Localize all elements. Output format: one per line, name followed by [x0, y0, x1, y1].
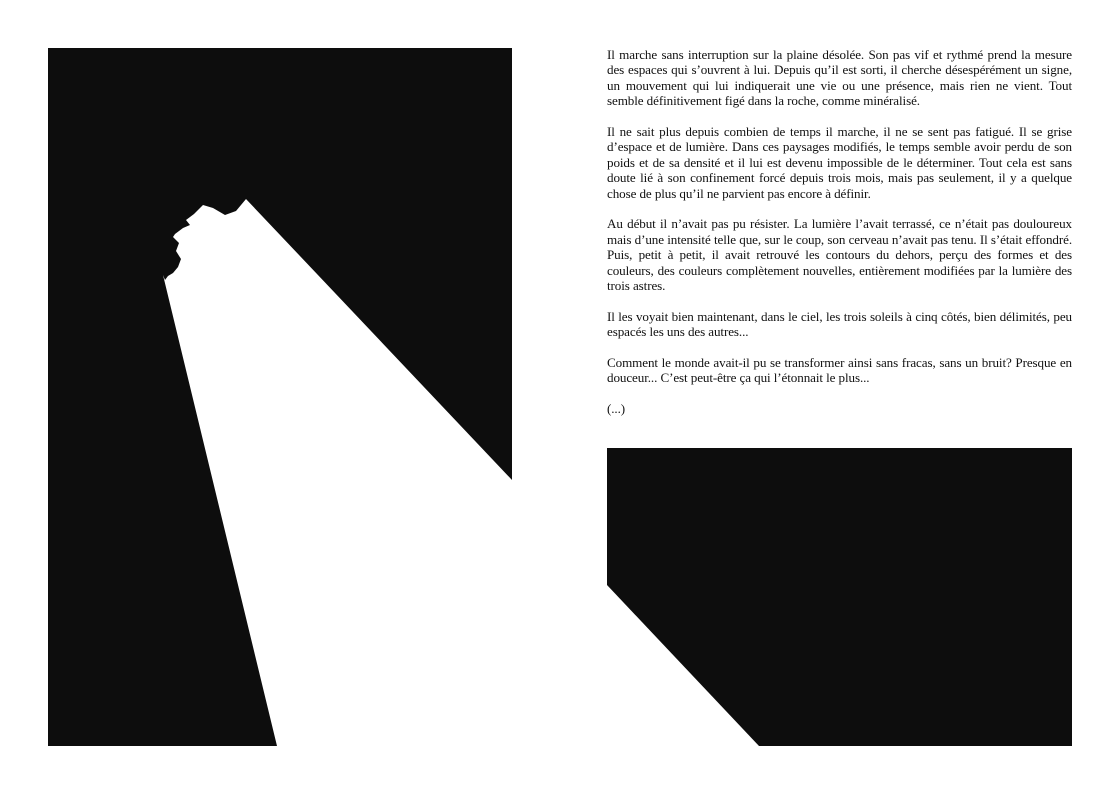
black-block-shape — [607, 448, 1072, 746]
black-silhouette-shape — [48, 48, 512, 746]
text-column — [607, 47, 1072, 432]
paragraph-ellipsis: (...) — [607, 401, 626, 417]
left-page-illustration — [48, 48, 512, 746]
paragraph-4: Il les voyait bien maintenant, dans le ciel, les trois soleils à cinq côtés, bien délimités, peu espacés les uns des autres... — [607, 308, 1072, 340]
paragraph-3: Au début il n’avait pas pu résister. La lumière l’avait terrassé, ce n’était pas douloureux mais d’une intensité telle que, sur le coup, son cerveau n’avait pas tenu. Il s’était effondré. Puis, petit à petit, il avait retrouvé les contours du dehors, perçu des formes et des couleurs, des couleurs complètement nouvelles, entièrement modifiées par la lumière des trois astres. — [607, 216, 1072, 294]
right-page-illustration — [607, 448, 1072, 746]
paragraph-1: Il marche sans interruption sur la plaine désolée. Son pas vif et rythmé prend la mesure des espaces qui s’ouvrent à lui. Depuis qu’il est sorti, il cherche désespérément un signe, un mouvement qui lui indiquerait une vie ou une présence, mais rien ne vient. Tout semble définitivement figé dans la roche, comme minéralisé. — [607, 47, 1072, 109]
paragraph-2: Il ne sait plus depuis combien de temps il marche, il ne se sent pas fatigué. Il se grise d’espace et de lumière. Dans ces paysages modifiés, le temps semble avoir perdu de son poids et de sa densité et il lui est devenu impossible de le déterminer. Tout cela est sans doute lié à son confinement forcé depuis trois mois, mais pas seulement, il y a quelque chose de plus qu’il ne parvient pas encore à définir. — [607, 124, 1072, 201]
paragraph-5: Comment le monde avait-il pu se transformer ainsi sans fracas, sans un bruit? Presque en douceur... C’est peut-être ça qui l’étonnait le plus... — [607, 355, 1072, 386]
